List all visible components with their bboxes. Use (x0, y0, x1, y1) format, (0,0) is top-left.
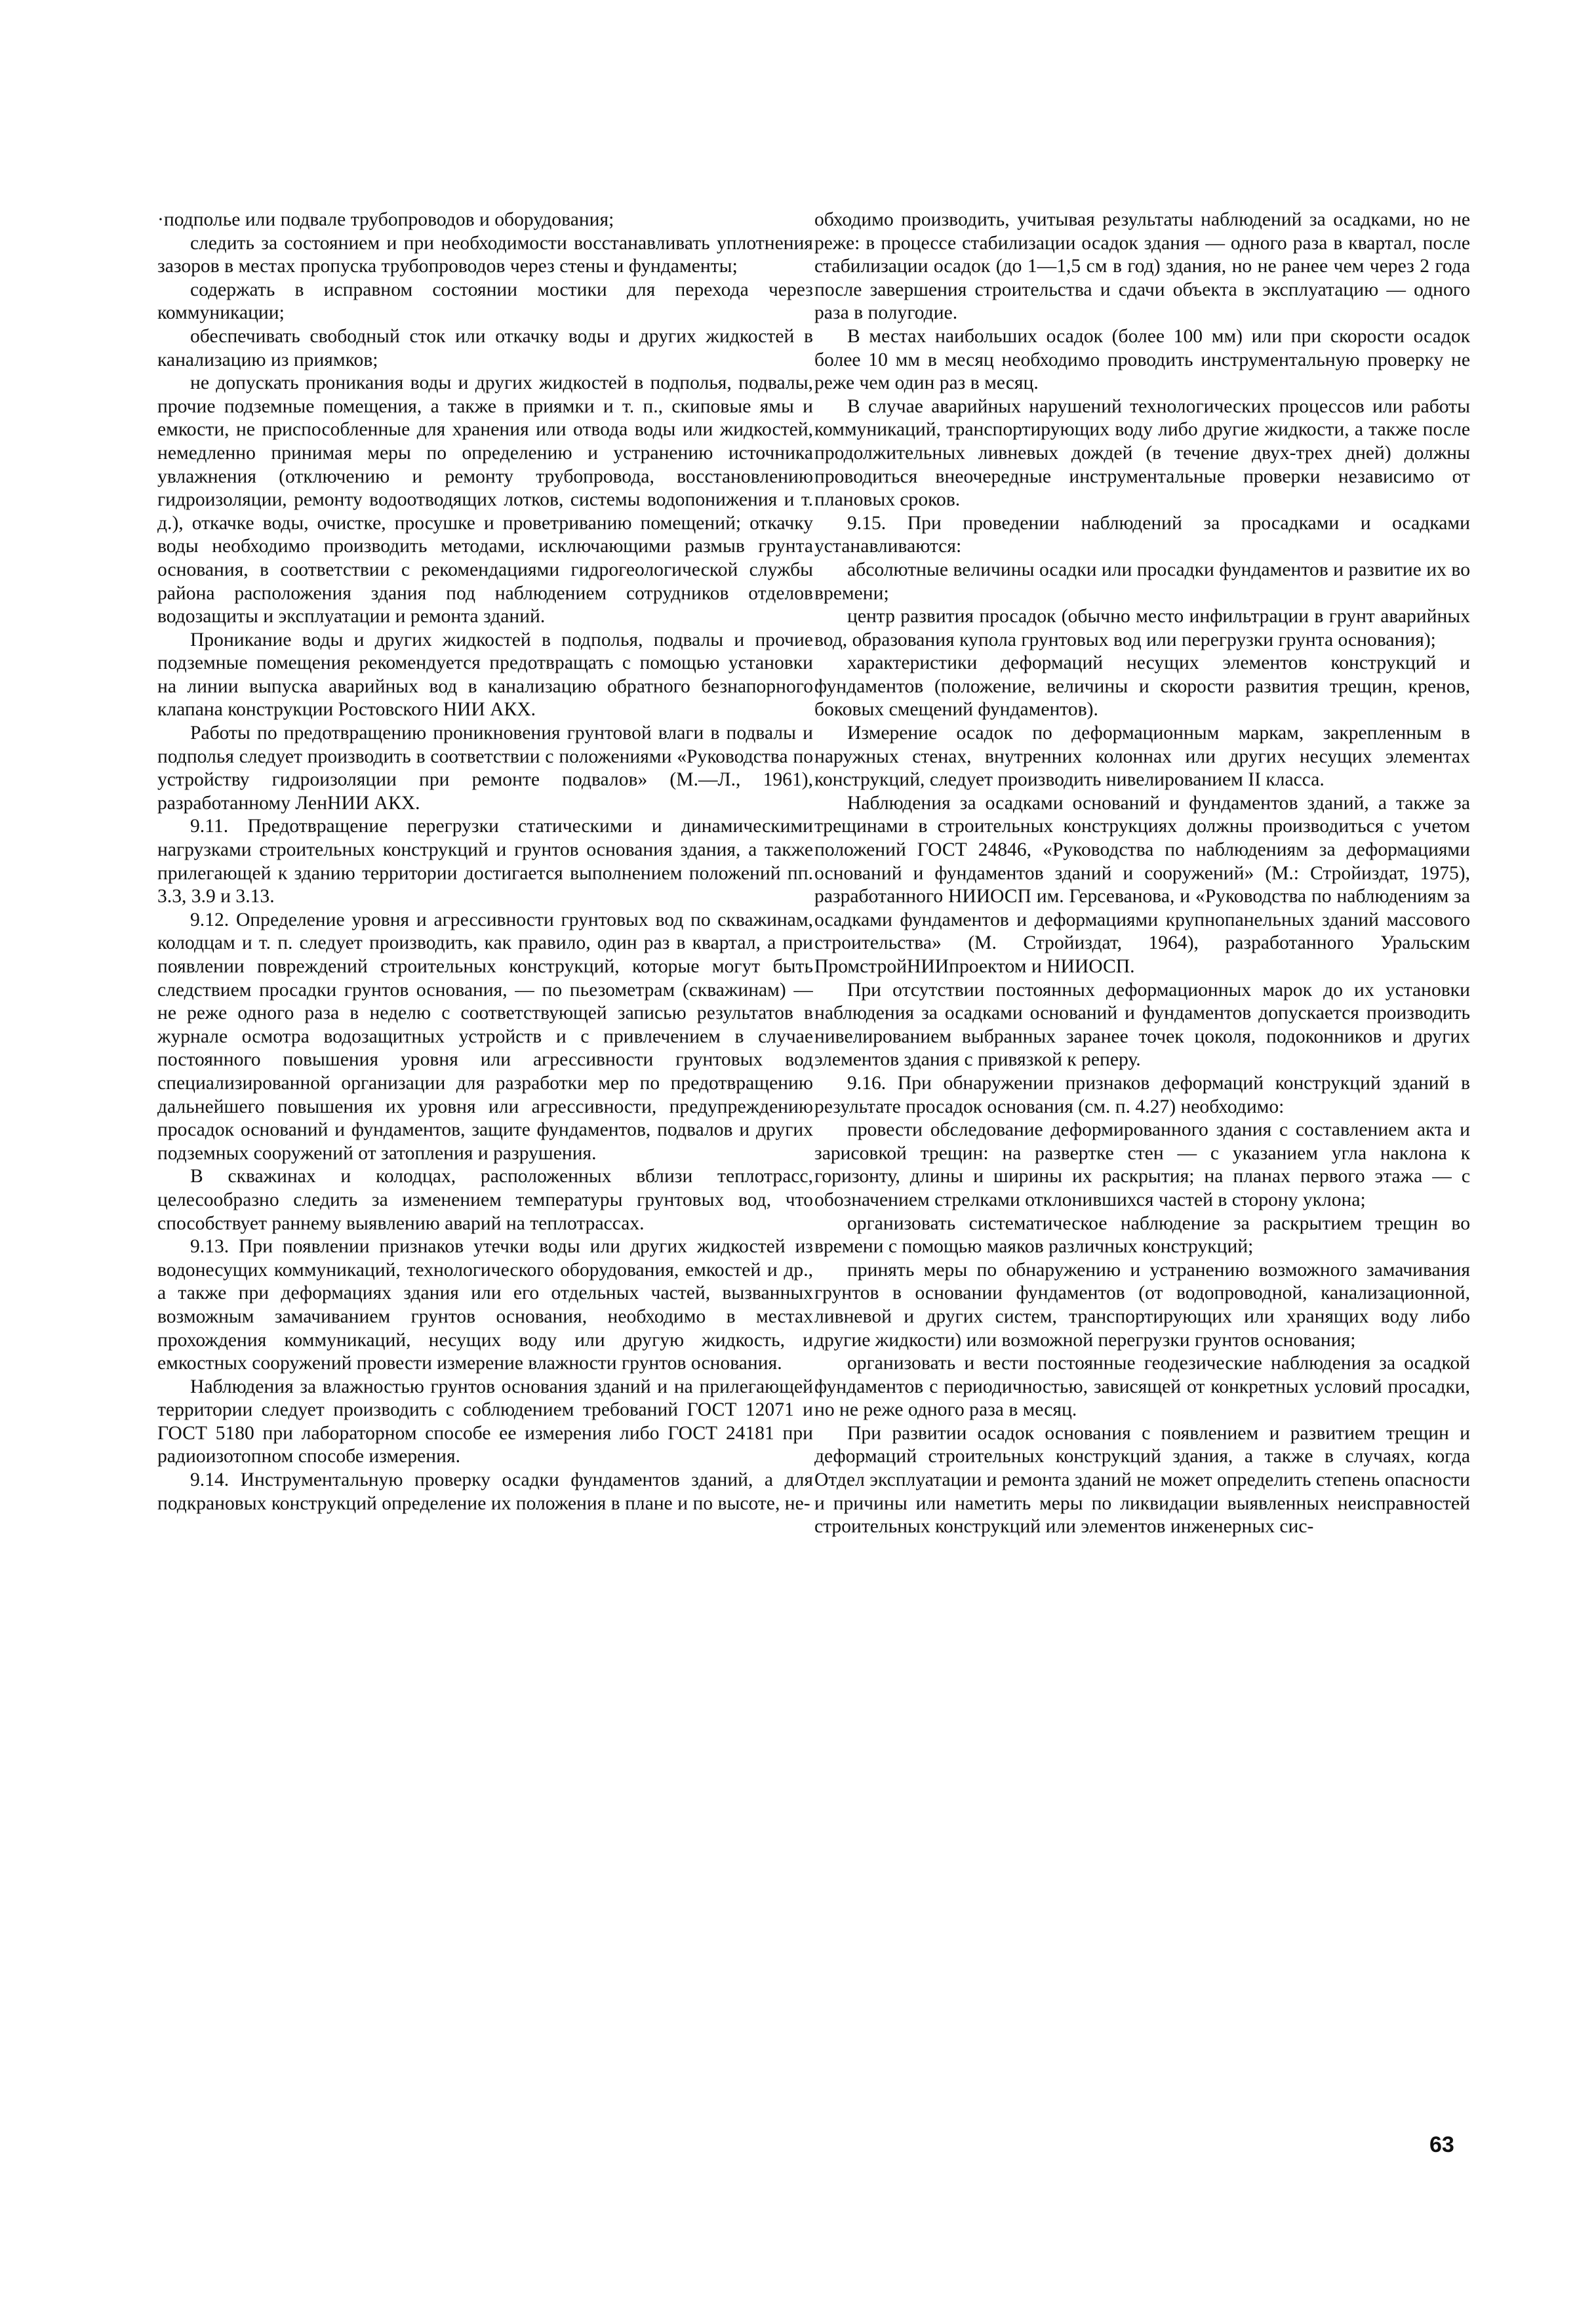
paragraph: центр развития просадок (обычно место инфильтрации в грунт аварийных вод, образования купола грунтовых вод или перегрузки грунта основания); (814, 606, 1470, 650)
paragraph: обеспечивать свободный сток или откачку воды и других жидкостей в канализацию из приямков; (157, 325, 813, 370)
paragraph: организовать и вести постоянные геодезические наблюдения за осадкой фундаментов с периодичностью, зависящей от конкретных условий просадки, но не реже одного раза в месяц. (814, 1353, 1470, 1421)
paragraph: В местах наибольших осадок (более 100 мм) или при скорости осадок более 10 мм в месяц необходимо проводить инструментальную проверку не реже чем один раз в месяц. (814, 325, 1470, 394)
paragraph: Проникание воды и других жидкостей в подполья, подвалы и прочие подземные помещения рекомендуется предотвращать с помощью установки на линии выпуска аварийных вод в канализацию обратного безнапорного клапана конструкции Ростовского НИИ АКХ. (157, 629, 813, 721)
paragraph: характеристики деформаций несущих элементов конструкций и фундаментов (положение, величины и скорости развития трещин, кренов, боковых смещений фундаментов). (814, 652, 1470, 721)
left-text-column (157, 209, 813, 2097)
paragraph: принять меры по обнаружению и устранению возможного замачивания грунтов в основании фундаментов (от водопроводной, канализационной, ливневой и других систем, транспортирующих или хранящих воду либо другие жидкости) или возможной перегрузки грунтов основания; (814, 1259, 1470, 1351)
paragraph: провести обследование деформированного здания с составлением акта и зарисовкой трещин: на развертке стен — с указанием угла наклона к горизонту, длины и ширины их раскрытия; на планах первого этажа — с обозначением стрелками отклонившихся частей в сторону уклона; (814, 1119, 1470, 1210)
paragraph: В случае аварийных нарушений технологических процессов или работы коммуникаций, транспортирующих воду либо другие жидкости, а также после продолжительных ливневых дождей (в течение двух-трех дней) должны проводиться внеочередные инструментальные проверки независимо от плановых сроков. (814, 395, 1470, 511)
paragraph: Измерение осадок по деформационным маркам, закрепленным в наружных стенах, внутренних колоннах или других несущих элементах конструкций, следует производить нивелированием II класса. (814, 723, 1470, 791)
paragraph: 9.12. Определение уровня и агрессивности грунтовых вод по скважинам, колодцам и т. п. следует производить, как правило, один раз в квартал, а при появлении повреждений строительных конструкций, которые могут быть следствием просадки грунтов основания, — по пьезометрам (скважинам) — не реже одного раза в неделю с соответствующей записью результатов в журнале осмотра водозащитных устройств и с привлечением в случае постоянного повышения уровня или агрессивности грунтовых вод специализированной организации для разработки мер по предотвращению дальнейшего повышения их уровня или агрессивности, предупреждению просадок оснований и фундаментов, защите фундаментов, подвалов и других подземных сооружений от затопления и разрушения. (157, 909, 813, 1164)
paragraph: При развитии осадок основания с появлением и развитием трещин и деформаций строительных конструкций здания, а также в случаях, когда Отдел эксплуатации и ремонта зданий не может определить степень опасности и причины или наметить меры по ликвидации выявленных неисправностей строительных конструкций или элементов инженерных сис- (814, 1422, 1470, 1538)
paragraph: следить за состоянием и при необходимости восстанавливать уплотнения зазоров в местах пропуска трубопроводов через стены и фундаменты; (157, 232, 813, 277)
paragraph: 9.11. Предотвращение перегрузки статическими и динамическими нагрузками строительных конструкций и грунтов основания здания, а также прилегающей к зданию территории достигается выполнением положений пп. 3.3, 3.9 и 3.13. (157, 816, 813, 907)
paragraph: В скважинах и колодцах, расположенных вблизи теплотрасс, целесообразно следить за изменением температуры грунтовых вод, что способствует раннему выявлению аварий на теплотрассах. (157, 1166, 813, 1234)
paragraph: 9.13. При появлении признаков утечки воды или других жидкостей из водонесущих коммуникаций, технологического оборудования, емкостей и др., а также при деформациях здания или его отдельных частей, вызванных возможным замачиванием грунтов основания, необходимо в местах прохождения коммуникаций, несущих воду или другую жидкость, и емкостных сооружений провести измерение влажности грунтов основания. (157, 1236, 813, 1374)
paragraph: организовать систематическое наблюдение за раскрытием трещин во времени с помощью маяков различных конструкций; (814, 1212, 1470, 1258)
paragraph: При отсутствии постоянных деформационных марок до их установки наблюдения за осадками оснований и фундаментов допускается производить нивелированием выбранных заранее точек цоколя, подоконников и других элементов здания с привязкой к реперу. (814, 979, 1470, 1071)
paragraph: Наблюдения за осадками оснований и фундаментов зданий, а также за трещинами в строительных конструкциях должны производиться с учетом положений ГОСТ 24846, «Руководства по наблюдениям за деформациями оснований и фундаментов зданий и сооружений» (М.: Стройиздат, 1975), разработанного НИИОСП им. Герсеванова, и «Руководства по наблюдениям за осадками фундаментов и деформациями крупнопанельных зданий массового строительства» (М. Стройиздат, 1964), разработанного Уральским ПромстройНИИпроектом и НИИОСП. (814, 792, 1470, 977)
paragraph: не допускать проникания воды и других жидкостей в подполья, подвалы, прочие подземные помещения, а также в приямки и т. п., скиповые ямы и емкости, не приспособленные для хранения или отвода воды или жидкостей, немедленно принимая меры по определению и устранению источника увлажнения (отключению и ремонту трубопровода, восстановлению гидроизоляции, ремонту водоотводящих лотков, системы водопонижения и т. д.), откачке воды, очистке, просушке и проветриванию помещений; откачку воды необходимо производить методами, исключающими размыв грунта основания, в соответствии с рекомендациями гидрогеологической службы района расположения здания под наблюдением сотрудников отделов водозащиты и эксплуатации и ремонта зданий. (157, 372, 813, 627)
paragraph: ·подполье или подвале трубопроводов и оборудования; (157, 209, 614, 230)
paragraph: Работы по предотвращению проникновения грунтовой влаги в подвалы и подполья следует производить в соответствии с положениями «Руководства по устройству гидроизоляции при ремонте подвалов» (М.—Л., 1961), разработанному ЛенНИИ АКХ. (157, 723, 813, 814)
page-number: 63 (1429, 2132, 1454, 2157)
paragraph: абсолютные величины осадки или просадки фундаментов и развитие их во времени; (814, 559, 1470, 604)
right-text-column (814, 209, 1470, 2097)
paragraph: обходимо производить, учитывая результаты наблюдений за осадками, но не реже: в процессе стабилизации осадок здания — одного раза в квартал, после стабилизации осадок (до 1—1,5 см в год) здания, но не ранее чем через 2 года после завершения строительства и сдачи объекта в эксплуатацию — одного раза в полугодие. (814, 209, 1470, 324)
paragraph: 9.15. При проведении наблюдений за просадками и осадками устанавливаются: (814, 512, 1470, 557)
paragraph: Наблюдения за влажностью грунтов основания зданий и на прилегающей территории следует производить с соблюдением требований ГОСТ 12071 и ГОСТ 5180 при лабораторном способе ее измерения либо ГОСТ 24181 при радиоизотопном способе измерения. (157, 1376, 813, 1467)
paragraph: 9.14. Инструментальную проверку осадки фундаментов зданий, а для подкрановых конструкций определение их положения в плане и по высоте, не- (157, 1469, 813, 1514)
paragraph: 9.16. При обнаружении признаков деформаций конструкций зданий в результате просадок основания (см. п. 4.27) необходимо: (814, 1072, 1470, 1117)
paragraph: содержать в исправном состоянии мостики для перехода через коммуникации; (157, 279, 813, 324)
